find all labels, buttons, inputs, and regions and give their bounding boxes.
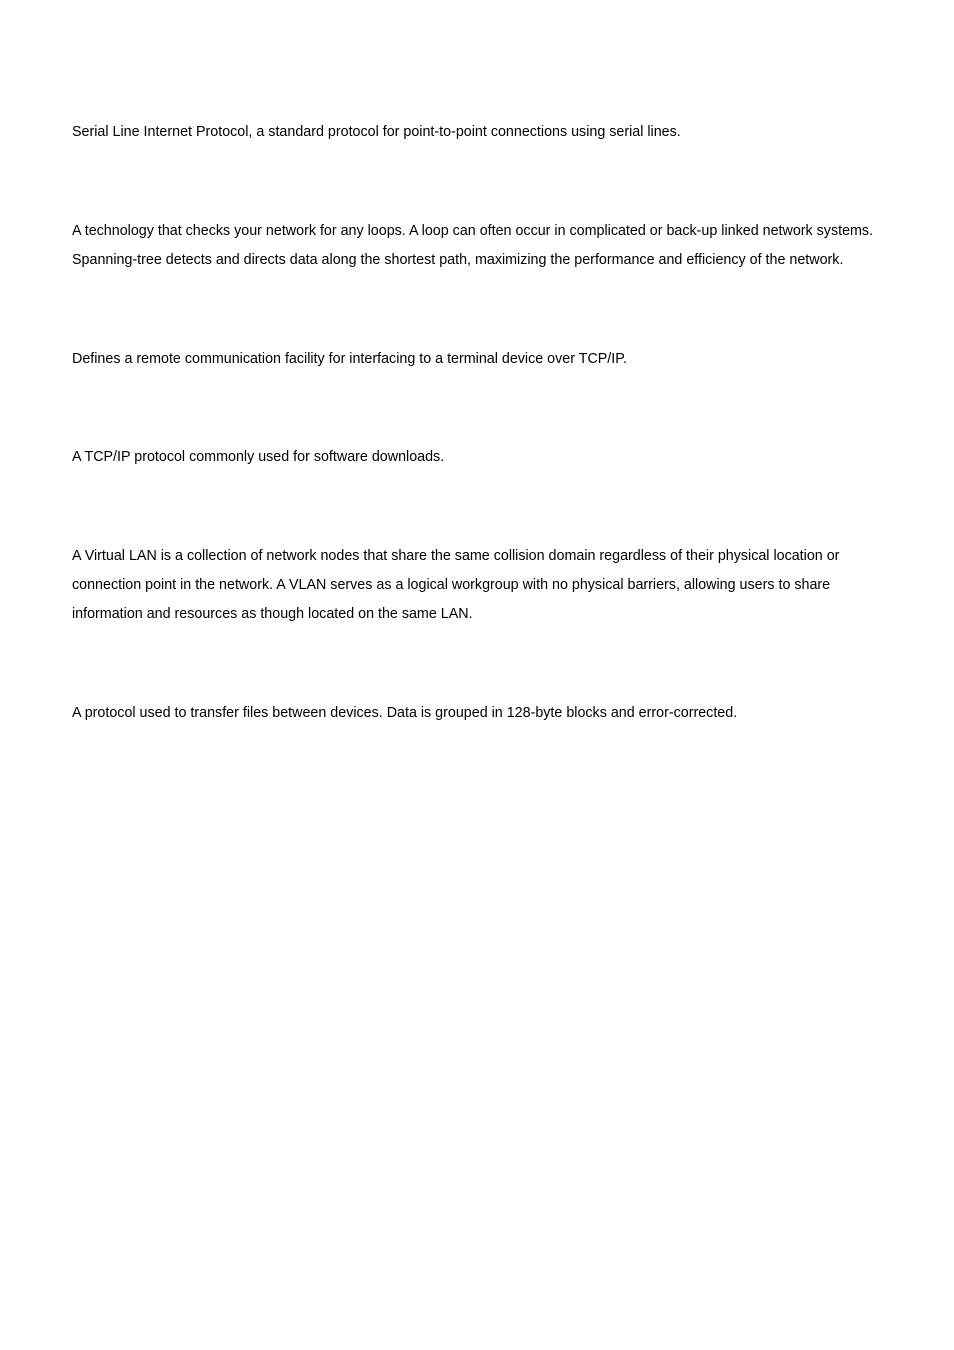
definition-text-line: information and resources as though located on the same LAN. xyxy=(72,606,473,622)
definition-text-line: connection point in the network. A VLAN serves as a logical workgroup with no physical barriers, allowing users to share xyxy=(72,577,831,593)
definition-tftp xyxy=(72,443,902,472)
definition-telnet xyxy=(72,345,902,374)
definition-vlan xyxy=(72,542,902,629)
definition-text-line: A TCP/IP protocol commonly used for software downloads. xyxy=(72,449,445,465)
definition-text-line: Defines a remote communication facility for interfacing to a terminal device over TCP/IP. xyxy=(72,351,627,367)
definition-text-line: Spanning-tree detects and directs data along the shortest path, maximizing the performance and efficiency of the network. xyxy=(72,252,844,268)
definition-text-line: A protocol used to transfer files between devices. Data is grouped in 128-byte blocks and error-corrected. xyxy=(72,705,738,721)
definition-xmodem xyxy=(72,699,902,728)
definition-slip xyxy=(72,118,902,147)
definition-text-line: Serial Line Internet Protocol, a standard protocol for point-to-point connections using serial lines. xyxy=(72,124,681,140)
definition-spanning-tree xyxy=(72,217,902,275)
definition-text-line: A technology that checks your network for any loops. A loop can often occur in complicated or back-up linked network systems. xyxy=(72,223,874,239)
definition-text-line: A Virtual LAN is a collection of network nodes that share the same collision domain regardless of their physical location or xyxy=(72,548,840,564)
